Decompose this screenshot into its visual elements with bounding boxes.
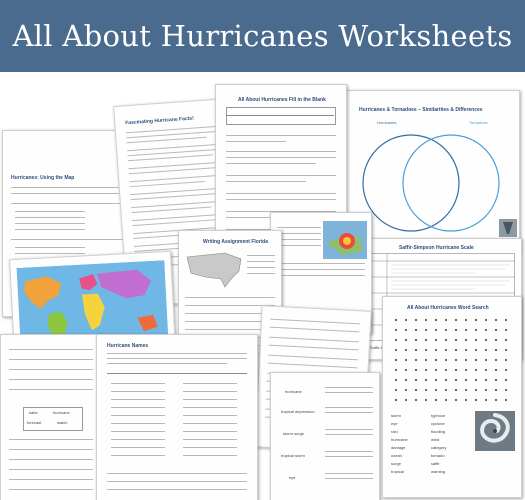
word-search-word: cyclone — [431, 421, 445, 426]
word-bank-word: forecast — [27, 420, 42, 425]
hurricane-names-title: Hurricane Names — [107, 343, 149, 349]
matching-term: tropical storm — [281, 453, 306, 458]
tornado-photo-small — [499, 219, 517, 237]
matching-term: tropical depression — [281, 409, 315, 414]
word-bank-word: hurricane — [53, 410, 70, 415]
usa-map — [185, 249, 245, 289]
word-search-word-list — [391, 413, 473, 477]
word-search-word: ocean — [391, 453, 402, 458]
venn-diagram — [351, 125, 511, 235]
word-bank-worksheet — [0, 334, 102, 500]
word-search-word: warning — [431, 469, 446, 474]
matching-term: eye — [289, 475, 296, 480]
word-search-word: typhoon — [431, 413, 446, 418]
title-banner — [0, 0, 525, 72]
matching-term: storm surge — [283, 431, 305, 436]
word-search-word: tropical — [391, 469, 404, 474]
word-search-word: damage — [391, 445, 406, 450]
word-search-word: hurricane — [391, 437, 408, 442]
matching-term: hurricane — [285, 389, 302, 394]
saffir-simpson-title: Saffir-Simpson Hurricane Scale — [399, 245, 474, 251]
worksheet-collage — [0, 72, 525, 500]
word-search-word: flooding — [431, 429, 446, 434]
facts-worksheet-title: Fascinating Hurricane Facts! — [125, 115, 195, 127]
word-search-word: wind — [431, 437, 440, 442]
map-worksheet-title: Hurricanes: Using the Map — [11, 175, 75, 181]
venn-left-label: Hurricanes — [377, 120, 397, 125]
storm-radar-image — [323, 221, 367, 259]
word-search-title: All About Hurricanes Word Search — [407, 305, 489, 311]
word-bank-word: watch — [57, 420, 68, 425]
matching-worksheet — [270, 372, 380, 500]
word-search-grid — [393, 317, 511, 407]
word-search-word: tornado — [431, 453, 445, 458]
hurricane-names-worksheet — [96, 334, 258, 500]
word-search-word: eye — [391, 421, 398, 426]
word-search-word: rain — [391, 429, 398, 434]
writing-assignment-title: Writing Assignment Florida — [203, 239, 269, 245]
word-search-word: saffir — [431, 461, 440, 466]
word-search-worksheet — [382, 296, 522, 498]
word-search-word: category — [431, 445, 447, 450]
word-bank-word: safer — [29, 410, 38, 415]
venn-worksheet-title: Hurricanes & Tornadoes – Similarities & Differences — [359, 107, 483, 113]
venn-right-label: Tornadoes — [469, 120, 488, 125]
fill-in-blank-title: All About Hurricanes Fill in the Blank — [238, 97, 326, 103]
word-search-word: storm — [391, 413, 401, 418]
page-title: All About Hurricanes Worksheets — [12, 19, 513, 53]
hurricane-satellite-photo — [475, 411, 515, 451]
word-search-word: surge — [391, 461, 402, 466]
